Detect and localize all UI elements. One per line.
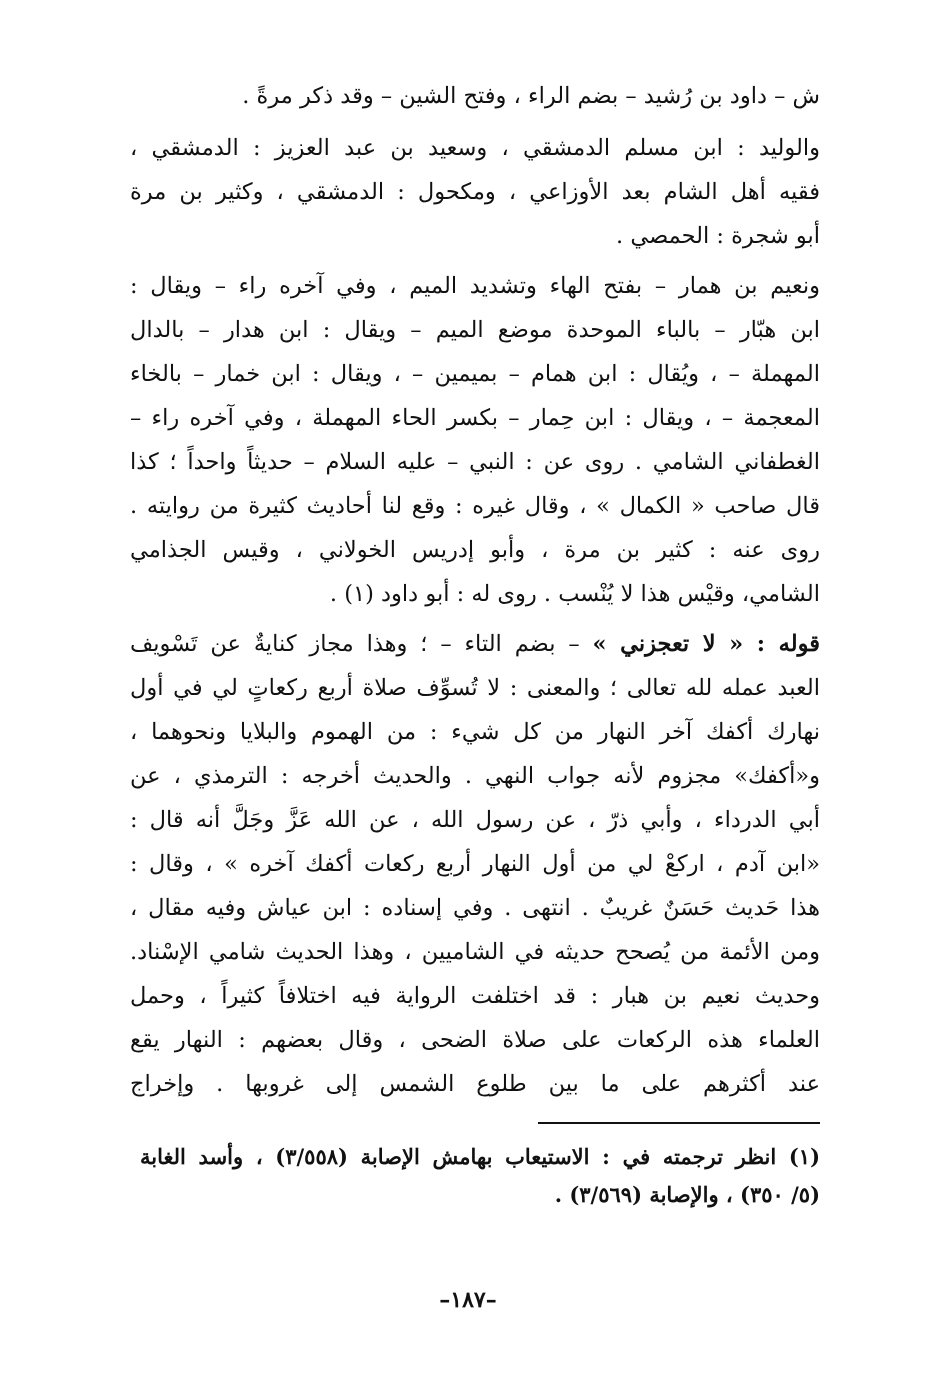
text-line: نهارك أكفك آخر النهار من كل شيء : من الهموم والبلايا ونحوهما ،	[130, 719, 820, 745]
footnote-separator	[538, 1122, 820, 1124]
text-line: روى عنه : كثير بن مرة ، وأبو إدريس الخولاني ، وقيس الجذامي	[130, 537, 820, 563]
text-line: ابن هبّار – بالباء الموحدة موضع الميم – ويقال : ابن هدار – بالدال	[130, 317, 820, 343]
text-line	[130, 626, 820, 662]
text-line: الغطفاني الشامي . روى عن : النبي – عليه السلام – حديثاً واحداً ؛ كذا	[130, 449, 820, 475]
page-number: –١٨٧–	[439, 1287, 497, 1313]
text-line: قال صاحب « الكمال » ، وقال غيره : وقع لنا أحاديث كثيرة من روايته .	[130, 493, 820, 519]
text-line: فقيه أهل الشام بعد الأوزاعي ، ومكحول : الدمشقي ، وكثير بن مرة	[130, 179, 820, 205]
text-line: وحديث نعيم بن هبار : قد اختلفت الرواية فيه اختلافاً كثيراً ، وحمل	[130, 983, 820, 1009]
text-line: «ابن آدم ، اركعْ لي من أول النهار أربع ركعات أكفك آخره » ، وقال :	[130, 851, 820, 877]
quoted-phrase: قوله : « لا تعجزني »	[592, 631, 820, 657]
text-run: – بضم التاء – ؛ وهذا مجاز كنايةٌ عن تَسْويف	[130, 631, 593, 657]
text-line: والوليد : ابن مسلم الدمشقي ، وسعيد بن عبد العزيز : الدمشقي ،	[130, 135, 820, 161]
text-line: المهملة – ، ويُقال : ابن همام – بميمين – ، ويقال : ابن خمار – بالخاء	[130, 361, 820, 387]
text-line: ومن الأئمة من يُصحح حديثه في الشاميين ، وهذا الحديث شامي الإسْناد.	[130, 939, 820, 965]
text-line: و«أكفك» مجزوم لأنه جواب النهي . والحديث أخرجه : الترمذي ، عن	[130, 763, 820, 789]
text-line: العبد عمله لله تعالى ؛ والمعنى : لا تُسوِّف صلاة أربع ركعاتٍ لي في أول	[130, 675, 820, 701]
text-line: أبي الدرداء ، وأبي ذرّ ، عن رسول الله ، عن الله عَزَّ وجَلَّ أنه قال :	[130, 807, 820, 833]
text-line: العلماء هذه الركعات على صلاة الضحى ، وقال بعضهم : النهار يقع	[130, 1027, 820, 1053]
text-line: ونعيم بن همار – بفتح الهاء وتشديد الميم ، وفي آخره راء – ويقال :	[130, 273, 820, 299]
text-line: الشامي، وقيْس هذا لا يُنْسب . روى له : أبو داود (١) .	[329, 581, 820, 607]
text-line: ش – داود بن رُشيد – بضم الراء ، وفتح الشين – وقد ذكر مرةً .	[242, 83, 820, 109]
text-line: أبو شجرة : الحمصي .	[616, 223, 820, 249]
footnote-line: (٥/ ٣٥٠) ، والإصابة (٣/٥٦٩) .	[554, 1182, 820, 1207]
text-line: عند أكثرهم على ما بين طلوع الشمس إلى غروبها . وإخراج	[130, 1071, 820, 1097]
text-line: المعجمة – ، ويقال : ابن حِمار – بكسر الحاء المهملة ، وفي آخره راء –	[130, 405, 820, 431]
text-line: هذا حَديث حَسَنٌ غريبٌ . انتهى . وفي إسناده : ابن عياش وفيه مقال ،	[130, 895, 820, 921]
footnote-line: (١) انظر ترجمته في : الاستيعاب بهامش الإصابة (٣/٥٥٨) ، وأسد الغابة	[140, 1144, 820, 1169]
